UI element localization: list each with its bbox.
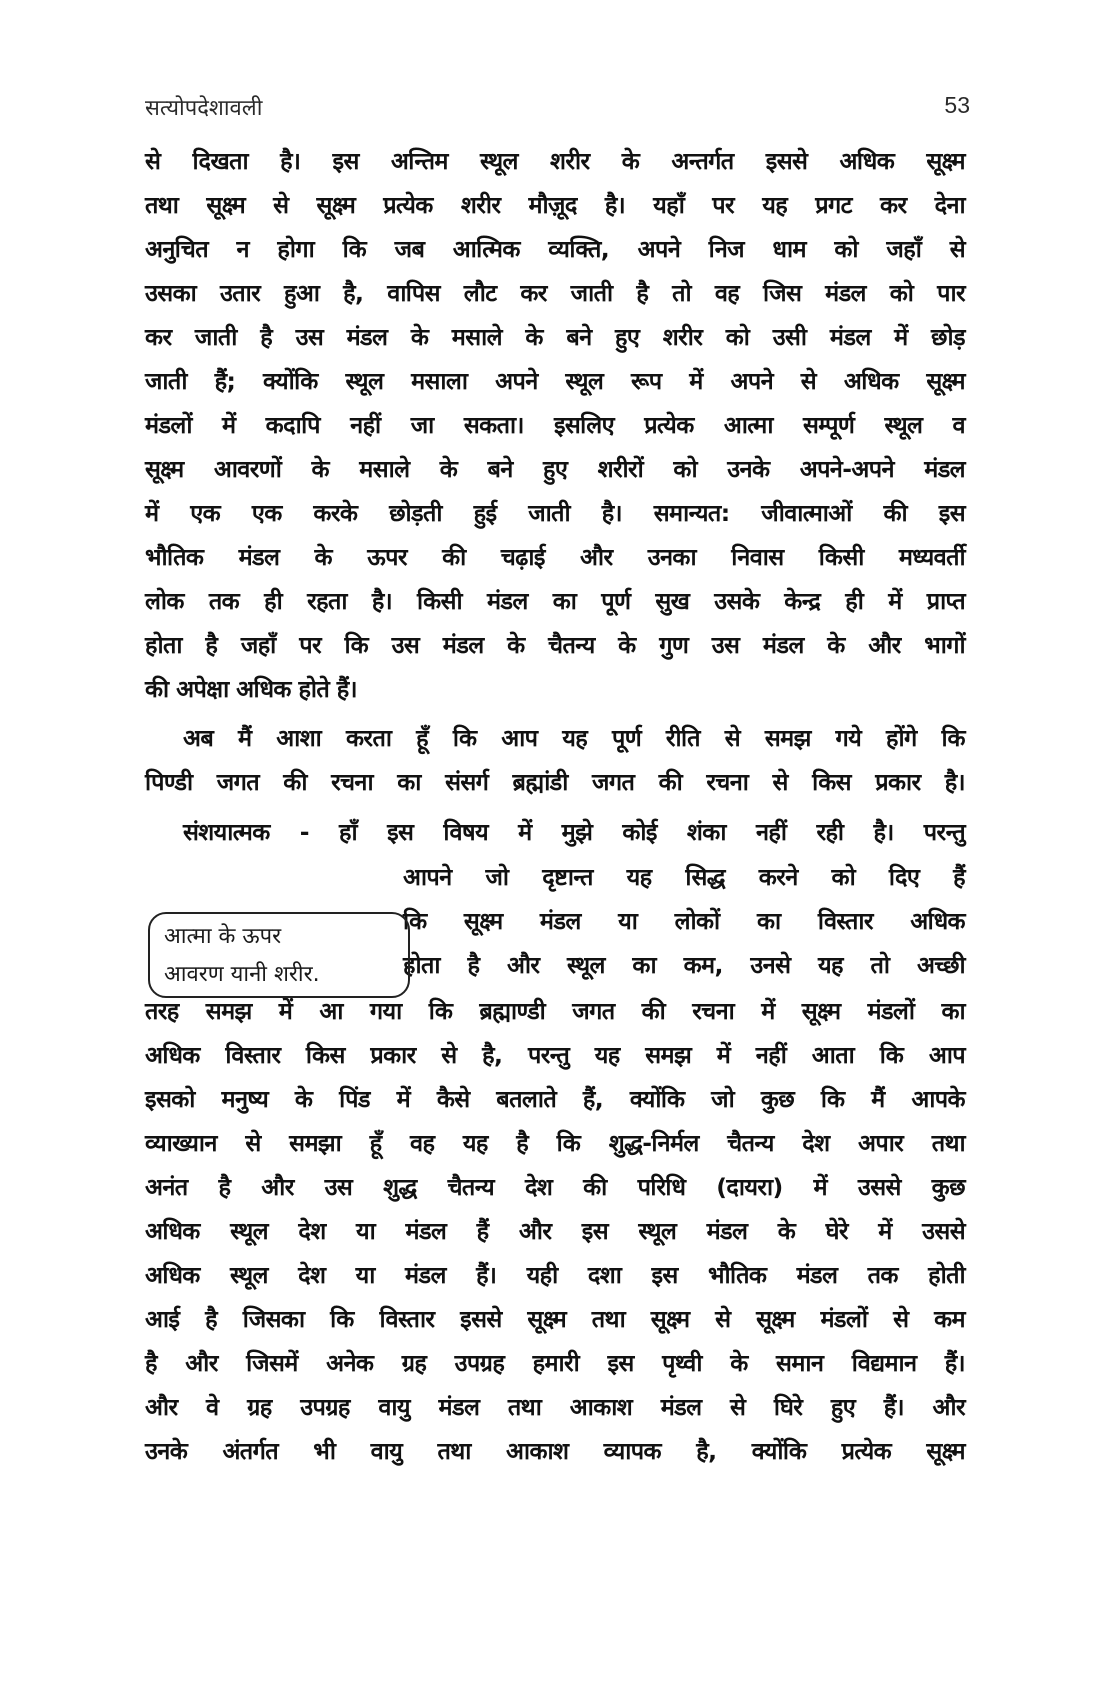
text-line: कि सूक्ष्म मंडल या लोकों का विस्तार अधिक (403, 907, 965, 935)
text-line: आई है जिसका कि विस्तार इससे सूक्ष्म तथा सूक्ष्म से सूक्ष्म मंडलों से कम (145, 1305, 965, 1333)
text-line: उनके अंतर्गत भी वायु तथा आकाश व्यापक है, क्योंकि प्रत्येक सूक्ष्म (145, 1437, 965, 1465)
text-line: में एक एक करके छोड़ती हुई जाती है। समान्यत: जीवात्माओं की इस (145, 499, 965, 527)
text-line: इसको मनुष्य के पिंड में कैसे बतलाते हैं, क्योंकि जो कुछ कि मैं आपके (145, 1085, 965, 1113)
running-head: सत्योपदेशावली (145, 96, 263, 121)
text-line: अनुचित न होगा कि जब आत्मिक व्यक्ति, अपने निज धाम को जहाँ से (145, 235, 965, 263)
text-line: अनंत है और उस शुद्ध चैतन्य देश की परिधि (दायरा) में उससे कुछ (145, 1173, 965, 1201)
side-note-line: आत्मा के ऊपर (164, 924, 282, 949)
text-line: उसका उतार हुआ है, वापिस लौट कर जाती है तो वह जिस मंडल को पार (145, 279, 965, 307)
page-number: 53 (944, 92, 970, 118)
text-line: है और जिसमें अनेक ग्रह उपग्रह हमारी इस पृथ्वी के समान विद्यमान हैं। (145, 1349, 965, 1377)
text-line: संशयात्मक - हाँ इस विषय में मुझे कोई शंका नहीं रही है। परन्तु (183, 818, 965, 846)
text-line: तरह समझ में आ गया कि ब्रह्माण्डी जगत की रचना में सूक्ष्म मंडलों का (145, 997, 965, 1025)
text-line: सूक्ष्म आवरणों के मसाले के बने हुए शरीरों को उनके अपने-अपने मंडल (145, 455, 965, 483)
text-line: की अपेक्षा अधिक होते हैं। (145, 675, 357, 703)
text-line: जाती हैं; क्योंकि स्थूल मसाला अपने स्थूल रूप में अपने से अधिक सूक्ष्म (145, 367, 965, 395)
text-line: अधिक स्थूल देश या मंडल हैं। यही दशा इस भौतिक मंडल तक होती (145, 1261, 965, 1289)
text-line: व्याख्यान से समझा हूँ वह यह है कि शुद्ध-निर्मल चैतन्य देश अपार तथा (145, 1129, 965, 1157)
text-line: अधिक स्थूल देश या मंडल हैं और इस स्थूल मंडल के घेरे में उससे (145, 1217, 965, 1245)
side-note-box (148, 912, 410, 998)
text-line: मंडलों में कदापि नहीं जा सकता। इसलिए प्रत्येक आत्मा सम्पूर्ण स्थूल व (145, 411, 965, 439)
text-line: आपने जो दृष्टान्त यह सिद्ध करने को दिए हैं (403, 863, 965, 891)
text-line: पिण्डी जगत की रचना का संसर्ग ब्रह्मांडी जगत की रचना से किस प्रकार है। (145, 768, 965, 796)
page-body (145, 0, 965, 1700)
text-line: भौतिक मंडल के ऊपर की चढ़ाई और उनका निवास किसी मध्यवर्ती (145, 543, 965, 571)
text-line: और वे ग्रह उपग्रह वायु मंडल तथा आकाश मंडल से घिरे हुए हैं। और (145, 1393, 965, 1421)
text-line: होता है जहाँ पर कि उस मंडल के चैतन्य के गुण उस मंडल के और भागों (145, 631, 965, 659)
text-line: अब मैं आशा करता हूँ कि आप यह पूर्ण रीति से समझ गये होंगे कि (183, 724, 965, 752)
text-line: अधिक विस्तार किस प्रकार से है, परन्तु यह समझ में नहीं आता कि आप (145, 1041, 965, 1069)
text-line: कर जाती है उस मंडल के मसाले के बने हुए शरीर को उसी मंडल में छोड़ (145, 323, 965, 351)
text-line: तथा सूक्ष्म से सूक्ष्म प्रत्येक शरीर मौज़ूद है। यहाँ पर यह प्रगट कर देना (145, 191, 965, 219)
text-line: से दिखता है। इस अन्तिम स्थूल शरीर के अन्तर्गत इससे अधिक सूक्ष्म (145, 147, 965, 175)
text-line: होता है और स्थूल का कम, उनसे यह तो अच्छी (403, 951, 965, 979)
side-note-line: आवरण यानी शरीर. (164, 962, 320, 987)
text-line: लोक तक ही रहता है। किसी मंडल का पूर्ण सुख उसके केन्द्र ही में प्राप्त (145, 587, 965, 615)
